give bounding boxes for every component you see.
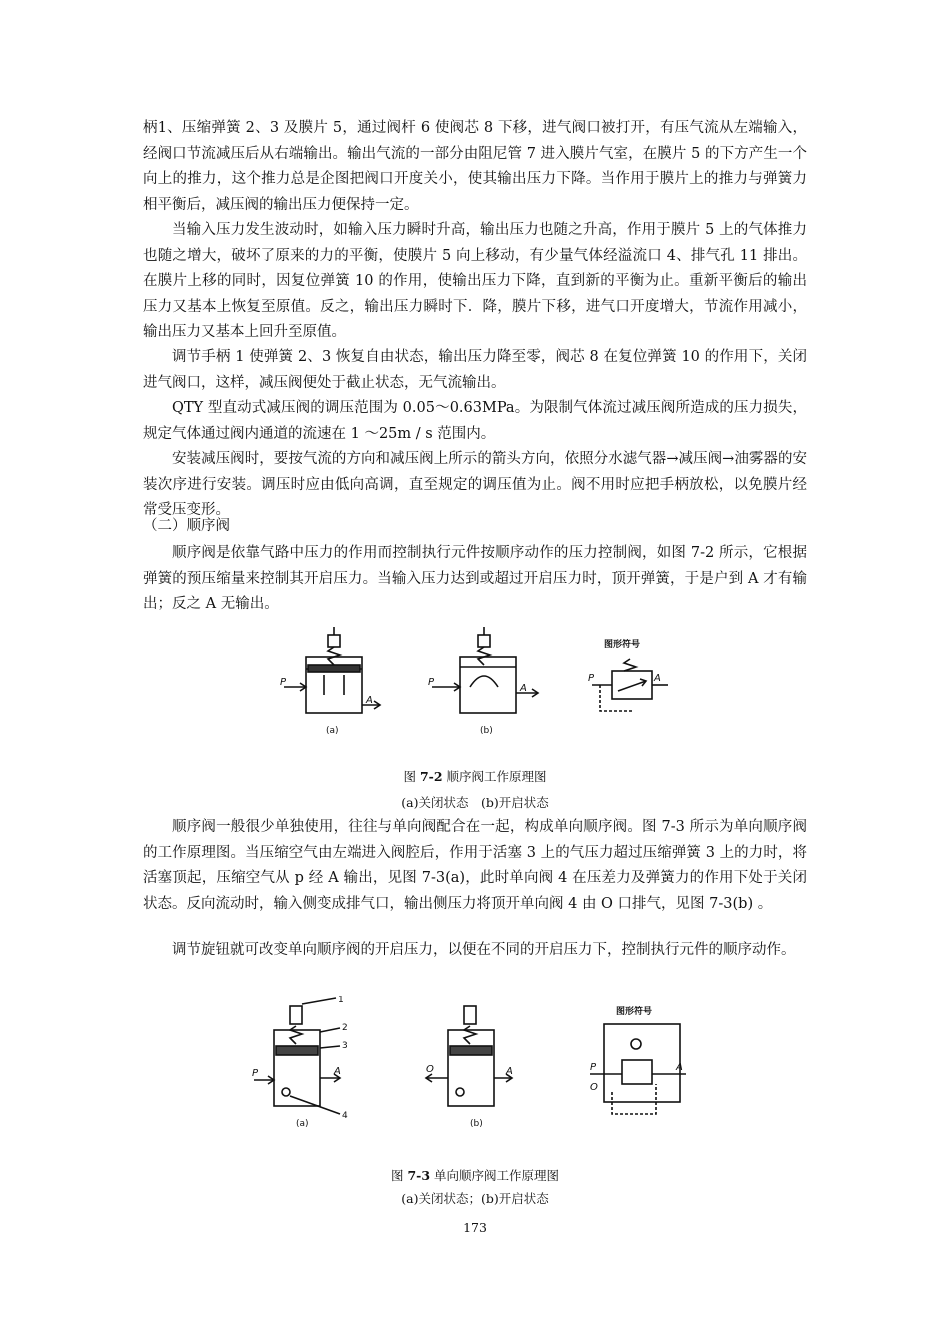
fig73-port-a-b: A xyxy=(506,1066,513,1077)
paragraph-7: 顺序阀一般很少单独使用，往往与单向阀配合在一起，构成单向顺序阀。图 7-3 所示为单向顺序阀的工作原理图。当压缩空气由左端进入阀腔后，作用于活塞 3 上的气压力超过压缩弹簧 3 上的力时，将活塞顶起，压缩空气从 p 经 A 输出，见图 7-3(a)，此时单向阀 4 在压差力及弹簧力的作用下处于关闭状态。反向流动时，输入侧变成排气口，输出侧压力将顶开单向阀 4 由 O 口排气，见图 7-3(b) 。 xyxy=(143,819,807,912)
fig72-caption-title: 顺序阀工作原理图 xyxy=(446,769,547,784)
fig73-number-3: 3 xyxy=(342,1041,348,1051)
page-number: 173 xyxy=(463,1220,487,1235)
fig73-caption-num: 7-3 xyxy=(407,1168,431,1183)
fig72-port-p-a: P xyxy=(280,677,287,688)
figure-7-3 xyxy=(250,996,690,1131)
fig73-symbol-port-a: A xyxy=(676,1062,683,1073)
paragraph-3: 调节手柄 1 使弹簧 2、3 恢复自由状态，输出压力降至零，阀芯 8 在复位弹簧 10 的作用下，关闭进气阀口，这样，减压阀便处于截止状态，无气流输出。 xyxy=(143,349,807,391)
figure-7-3-drawing xyxy=(250,996,690,1131)
paragraph-8: 调节旋钮就可改变单向顺序阀的开启压力，以便在不同的开启压力下，控制执行元件的顺序动作。 xyxy=(172,942,796,958)
fig72-port-p-b: P xyxy=(428,677,435,688)
fig72-symbol-title: 图形符号 xyxy=(604,640,641,650)
fig72-caption-num: 7-2 xyxy=(419,769,443,784)
figure-7-2 xyxy=(270,625,670,740)
fig73-symbol-port-p: P xyxy=(590,1062,597,1073)
fig72-port-a-b: A xyxy=(520,683,527,694)
figure-7-2-subcaption: (a)关闭状态 (b)开启状态 xyxy=(401,795,549,810)
figure-7-3-subcaption: (a)关闭状态；(b)开启状态 xyxy=(401,1191,549,1206)
paragraph-4: QTY 型直动式减压阀的调压范围为 0.05～0.63MPa。为限制气体流过减压阀所造成的压力损失，规定气体通过阀内通道的流速在 1 ～25m / s 范围内。 xyxy=(143,400,807,442)
section-heading: （二）顺序阀 xyxy=(143,518,230,534)
fig72-symbol-port-a: A xyxy=(654,673,661,684)
paragraph-5: 安装减压阀时，要按气流的方向和减压阀上所示的箭头方向，依照分水滤气器→减压阀→油雾器的安装次序进行安装。调压时应由低向高调，直至规定的调压值为止。阀不用时应把手柄放松，以免膜片经常受压变形。 xyxy=(143,451,807,519)
fig72-symbol-port-p: P xyxy=(588,673,595,684)
fig72-label-b: (b) xyxy=(480,726,493,736)
fig73-symbol-port-o: O xyxy=(590,1082,598,1093)
fig73-port-p-a: P xyxy=(252,1068,259,1079)
fig73-label-b: (b) xyxy=(470,1119,483,1129)
fig73-label-a: (a) xyxy=(296,1119,309,1129)
paragraph-2: 当输入压力发生波动时，如输入压力瞬时升高，输出压力也随之升高，作用于膜片 5 上的气体推力也随之增大，破坏了原来的力的平衡，使膜片 5 向上移动，有少量气体经溢流口 4、排气孔 11 排出。在膜片上移的同时，因复位弹簧 10 的作用，使输出压力下降，直到新的平衡为止。重新平衡后的输出压力又基本上恢复至原值。反之，输出压力瞬时下．降，膜片下移，进气口开度增大，节流作用减小，输出压力又基本上回升至原值。 xyxy=(143,222,807,341)
figure-7-2-caption xyxy=(0,767,950,787)
paragraph-6: 顺序阀是依靠气路中压力的作用而控制执行元件按顺序动作的压力控制阀，如图 7-2 所示，它根据弹簧的预压缩量来控制其开启压力。当输入压力达到或超过开启压力时，顶开弹簧，于是户到 A 才有输出；反之 A 无输出。 xyxy=(143,545,807,613)
figure-7-2-drawing xyxy=(270,625,670,740)
figure-7-3-caption xyxy=(0,1166,950,1186)
fig73-number-1: 1 xyxy=(338,996,344,1005)
fig72-label-a: (a) xyxy=(326,726,339,736)
fig73-port-o-b: O xyxy=(426,1064,434,1075)
fig73-symbol-title: 图形符号 xyxy=(616,1007,653,1017)
fig73-caption-title: 单向顺序阀工作原理图 xyxy=(434,1168,560,1183)
fig73-number-2: 2 xyxy=(342,1023,348,1033)
fig73-port-a-a: A xyxy=(334,1066,341,1077)
fig72-port-a-a: A xyxy=(366,695,373,706)
fig72-caption-prefix: 图 xyxy=(403,769,416,784)
fig73-number-4: 4 xyxy=(342,1111,348,1121)
paragraph-1: 柄1、压缩弹簧 2、3 及膜片 5，通过阀杆 6 使阀芯 8 下移，进气阀口被打开，有压气流从左端输入，经阀口节流减压后从右端输出。输出气流的一部分由阻尼管 7 进入膜片气室，在膜片 5 的下方产生一个向上的推力，这个推力总是企图把阀口开度关小，使其输出压力下降。当作用于膜片上的推力与弹簧力相平衡后，减压阀的输出压力便保持一定。 xyxy=(143,120,807,213)
fig73-caption-prefix: 图 xyxy=(390,1168,404,1183)
